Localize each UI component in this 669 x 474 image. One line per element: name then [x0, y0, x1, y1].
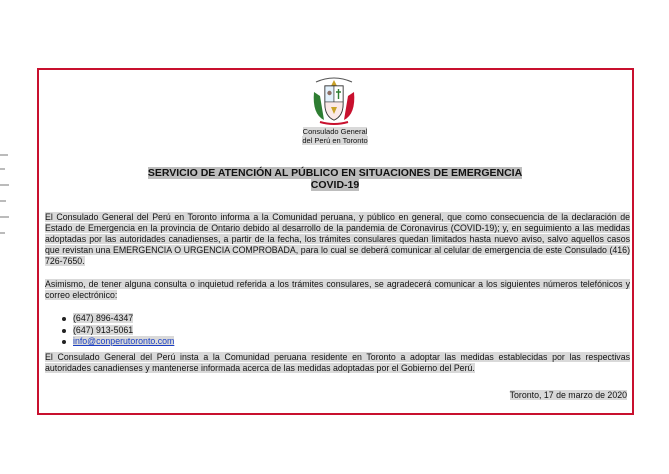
contact-list: [60, 313, 174, 348]
paragraph-announcement-text: El Consulado General del Perú en Toronto informa a la Comunidad peruana, y público en general, que como consecuencia de la declaración de Estado de Emergencia en la provincia de Ontario debido al desarrollo de la pandemia de Coronavirus (COVID-19); y, en seguimiento a las medidas adoptadas por las autoridades canadienses, a partir de la fecha, los trámites consulares quedan limitados hasta nuevo aviso, salvo aquellos casos que revistan una EMERGENCIA O URGENCIA COMPROBADA, para lo cual se deberá comunicar al celular de emergencia de este Consulado (416) 726-7650.: [45, 212, 630, 266]
email-link[interactable]: info@conperutoronto.com: [73, 336, 175, 346]
peru-coat-of-arms-icon: [310, 74, 358, 126]
page-edge-artifacts: [0, 150, 18, 250]
consulate-name-line1: Consulado General: [302, 127, 368, 136]
title-line1: SERVICIO DE ATENCIÓN AL PÚBLICO EN SITUACIONES DE EMERGENCIA: [147, 167, 523, 179]
list-item: [60, 313, 174, 325]
document-title: [60, 167, 610, 191]
document-date-text: Toronto, 17 de marzo de 2020: [509, 390, 627, 400]
paragraph-contact-intro: [45, 279, 630, 301]
list-item: [60, 325, 174, 337]
title-line2: COVID-19: [310, 179, 360, 191]
consulate-name-line2: del Perú en Toronto: [302, 136, 368, 145]
phone-number-1: (647) 896-4347: [73, 313, 134, 323]
paragraph-announcement: [45, 212, 630, 267]
list-item: [60, 336, 174, 348]
paragraph-contact-intro-text: Asimismo, de tener alguna consulta o inquietud referida a los trámites consulares, se agradecerá comunicar a los siguientes números telefónicos y correo electrónico:: [45, 279, 630, 300]
consulate-name: [290, 127, 380, 145]
paragraph-closing-text: El Consulado General del Perú insta a la Comunidad peruana residente en Toronto a adoptar las medidas establecidas por las respectivas autoridades canadienses y mantenerse informada acerca de las medidas adoptadas por el Gobierno del Perú.: [45, 352, 630, 373]
paragraph-closing: [45, 352, 630, 374]
phone-number-2: (647) 913-5061: [73, 324, 134, 335]
document-date: [510, 390, 627, 401]
